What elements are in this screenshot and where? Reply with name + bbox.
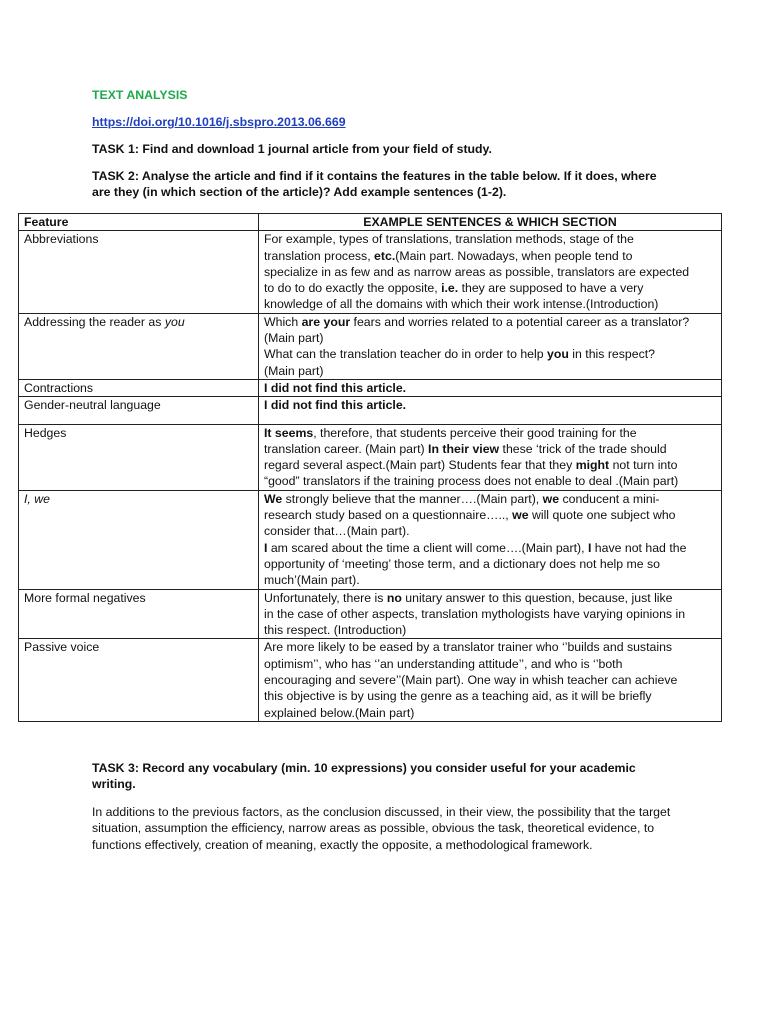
example-cell xyxy=(259,490,722,589)
table-row xyxy=(19,379,722,396)
example-line: encouraging and severe’’(Main part). One way in whish teacher can achieve xyxy=(264,673,678,688)
bold-fragment: I did not find this article. xyxy=(264,398,407,413)
example-line: (Main part) xyxy=(264,363,324,378)
example-line: knowledge of all the domains with which their work intense.(Introduction) xyxy=(264,297,659,312)
table-row xyxy=(19,589,722,639)
bold-fragment: We xyxy=(264,491,283,506)
bold-fragment: no xyxy=(386,590,402,605)
example-line: “good” translators if the training process does not enable to deal .(Main part) xyxy=(264,474,679,489)
example-line: regard several aspect.(Main part) Students fear that they might not turn into xyxy=(264,458,678,473)
example-line: in the case of other aspects, translation mythologists have varying opinions in xyxy=(264,606,686,621)
bold-fragment: I xyxy=(264,540,268,555)
bold-fragment: In their view xyxy=(428,441,500,456)
example-line: specialize in as few and as narrow areas as possible, translators are expected xyxy=(264,264,690,279)
example-line: research study based on a questionnaire….., we will quote one subject who xyxy=(264,508,676,523)
example-line: I am scared about the time a client will come….(Main part), I have not had the xyxy=(264,540,687,555)
example-line: this respect. (Introduction) xyxy=(264,623,407,638)
example-line xyxy=(264,397,716,413)
bold-fragment: I xyxy=(587,540,592,555)
feature-cell xyxy=(19,490,259,589)
example-cell xyxy=(259,639,722,721)
table-row xyxy=(19,397,722,424)
example-line: Which are your fears and worries related to a potential career as a translator? xyxy=(264,314,690,329)
example-line: to do to do exactly the opposite, i.e. they are supposed to have a very xyxy=(264,281,644,296)
example-line: consider that…(Main part). xyxy=(264,524,410,539)
bold-fragment: I did not find this article. xyxy=(264,380,407,395)
feature-cell: Abbreviations xyxy=(19,231,259,313)
bold-fragment: i.e. xyxy=(441,281,459,296)
feature-cell: More formal negatives xyxy=(19,589,259,639)
table-row xyxy=(19,490,722,589)
example-line: optimism’’, who has ‘’an understanding attitude’’, and who is ‘’both xyxy=(264,656,623,671)
example-line: translation process, etc.(Main part. Nowadays, when people tend to xyxy=(264,248,633,263)
bold-fragment: we xyxy=(512,508,529,523)
task3-heading: TASK 3: Record any vocabulary (min. 10 expressions) you consider useful for your academic writing. xyxy=(92,761,636,792)
example-line: It seems, therefore, that students perceive their good training for the xyxy=(264,425,637,440)
example-line: Unfortunately, there is no unitary answer to this question, because, just like xyxy=(264,590,673,605)
bold-fragment: you xyxy=(547,347,569,362)
example-line: explained below.(Main part) xyxy=(264,705,415,720)
bold-fragment: might xyxy=(575,458,610,473)
examples-column-header: EXAMPLE SENTENCES & WHICH SECTION xyxy=(259,214,722,231)
vocabulary-paragraph: In additions to the previous factors, as the conclusion discussed, in their view, the possibility that the target situation, assumption the efficiency, narrow areas as possible, obvious the task, theoretical evidence, to functions effectively, creation of meaning, exactly the opposite, a methodological framework. xyxy=(92,805,671,852)
feature-cell: Hedges xyxy=(19,424,259,490)
bold-fragment: we xyxy=(542,491,560,506)
example-line xyxy=(264,380,716,396)
bold-fragment: are your xyxy=(301,314,351,329)
table-row xyxy=(19,231,722,313)
table-row xyxy=(19,313,722,379)
example-line: this objective is by using the genre as a teaching aid, as it will be briefly xyxy=(264,689,652,704)
example-cell xyxy=(259,313,722,379)
feature-cell: Passive voice xyxy=(19,639,259,721)
table-body xyxy=(19,231,722,722)
example-line: Are more likely to be eased by a translator trainer who ‘’builds and sustains xyxy=(264,640,673,655)
bold-fragment: etc. xyxy=(374,248,396,263)
features-table xyxy=(18,213,722,722)
example-cell xyxy=(259,397,722,424)
example-line: For example, types of translations, translation methods, stage of the xyxy=(264,232,634,247)
feature-italic: I, we xyxy=(24,491,50,506)
example-line: opportunity of ‘meeting’ those term, and a dictionary does not help me so xyxy=(264,556,661,571)
example-cell xyxy=(259,231,722,313)
task1-heading: TASK 1: Find and download 1 journal article from your field of study. xyxy=(92,142,492,156)
task2-heading: TASK 2: Analyse the article and find if it contains the features in the table below. If it does, where are they (in which section of the article)? Add example sentences (1-2). xyxy=(92,169,657,200)
example-cell xyxy=(259,424,722,490)
example-line: What can the translation teacher do in order to help you in this respect? xyxy=(264,347,655,362)
example-line: much’(Main part). xyxy=(264,573,360,588)
feature-cell: Addressing the reader as you xyxy=(19,313,259,379)
page-title: TEXT ANALYSIS xyxy=(92,88,188,102)
table-row xyxy=(19,424,722,490)
example-line: (Main part) xyxy=(264,331,324,346)
bold-fragment: It seems xyxy=(264,425,314,440)
example-line: We strongly believe that the manner….(Main part), we conducent a mini- xyxy=(264,491,660,506)
feature-cell: Gender-neutral language xyxy=(19,397,259,424)
table-header-row xyxy=(19,214,722,231)
table-row xyxy=(19,639,722,721)
example-cell xyxy=(259,589,722,639)
feature-cell: Contractions xyxy=(19,379,259,396)
example-cell xyxy=(259,379,722,396)
feature-italic: you xyxy=(164,314,185,329)
doi-link[interactable]: https://doi.org/10.1016/j.sbspro.2013.06.669 xyxy=(92,115,346,129)
feature-column-header: Feature xyxy=(19,214,259,231)
example-line: translation career. (Main part) In their view these ‘trick of the trade should xyxy=(264,441,667,456)
